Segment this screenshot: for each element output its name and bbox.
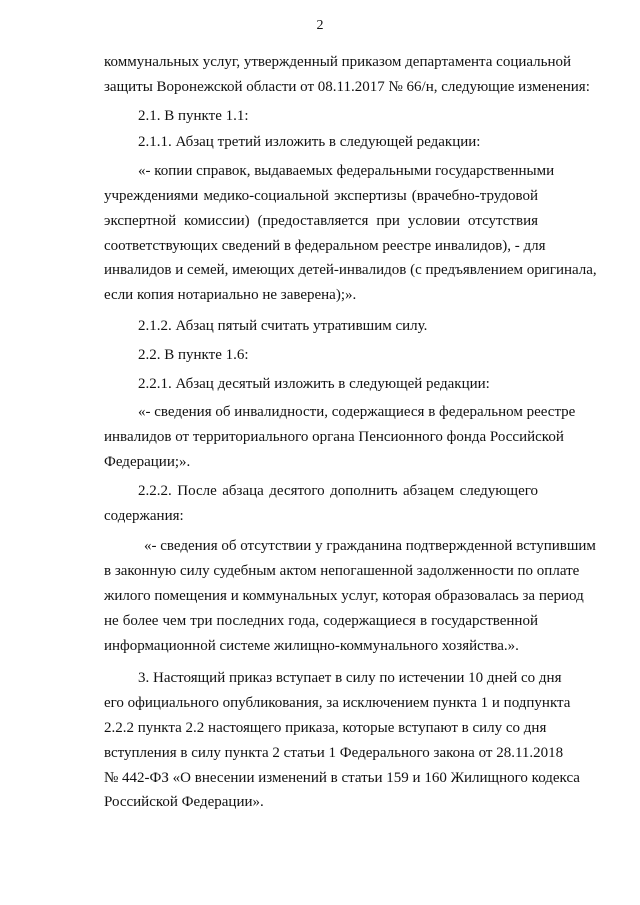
line-spacer <box>104 658 538 666</box>
text-line: его официального опубликования, за исключением пункта 1 и подпункта <box>104 695 571 712</box>
text-line: инвалидов от территориального органа Пенсионного фонда Российской <box>104 429 564 446</box>
document-body <box>104 50 597 815</box>
page-number: 2 <box>316 18 324 33</box>
text-line: информационной системе жилищно-коммунального хозяйства.». <box>104 637 519 654</box>
text-line: 2.2.1. Абзац десятый изложить в следующей редакции: <box>138 375 490 392</box>
text-line: защиты Воронежской области от 08.11.2017 № 66/н, следующие изменения: <box>104 78 590 95</box>
text-line: 2.1.1. Абзац третий изложить в следующей редакции: <box>138 134 481 151</box>
text-line: жилого помещения и коммунальных услуг, которая образовалась за период <box>104 587 584 604</box>
text-line: вступления в силу пункта 2 статьи 1 Федерального закона от 28.11.2018 <box>104 744 564 761</box>
text-line: «- сведения об отсутствии у гражданина подтвержденной вступившим <box>144 538 596 555</box>
text-line: коммунальных услуг, утвержденный приказом департамента социальной <box>104 54 572 70</box>
text-line: экспертной комиссии) (предоставляется при условии отсутствия <box>104 212 538 229</box>
text-line: Федерации;». <box>104 453 191 470</box>
text-line: Российской Федерации». <box>104 794 264 811</box>
text-line: соответствующих сведений в федеральном реестре инвалидов), - для <box>104 237 546 254</box>
text-line: 2.1.2. Абзац пятый считать утратившим силу. <box>138 317 428 334</box>
text-line: содержания: <box>104 507 184 524</box>
text-line: 2.1. В пункте 1.1: <box>138 107 249 124</box>
text-line: № 442-ФЗ «О внесении изменений в статьи 159 и 160 Жилищного кодекса <box>104 769 580 786</box>
text-line: «- копии справок, выдаваемых федеральными государственными <box>138 163 555 180</box>
text-line: 2.2.2. После абзаца десятого дополнить абзацем следующего <box>138 482 538 499</box>
text-line: в законную силу судебным актом непогашенной задолженности по оплате <box>104 563 580 580</box>
text-line: «- сведения об инвалидности, содержащиеся в федеральном реестре <box>138 404 576 421</box>
text-line: 3. Настоящий приказ вступает в силу по истечении 10 дней со дня <box>138 670 562 687</box>
text-line: не более чем три последних года, содержащиеся в государственной <box>104 612 538 629</box>
text-line: инвалидов и семей, имеющих детей-инвалидов (с предъявлением оригинала, <box>104 262 597 279</box>
text-line: учреждениями медико-социальной экспертизы (врачебно-трудовой <box>104 187 538 204</box>
text-line: 2.2.2 пункта 2.2 настоящего приказа, которые вступают в силу со дня <box>104 719 547 736</box>
text-line: 2.2. В пункте 1.6: <box>138 346 249 363</box>
text-line: если копия нотариально не заверена);». <box>104 287 357 304</box>
